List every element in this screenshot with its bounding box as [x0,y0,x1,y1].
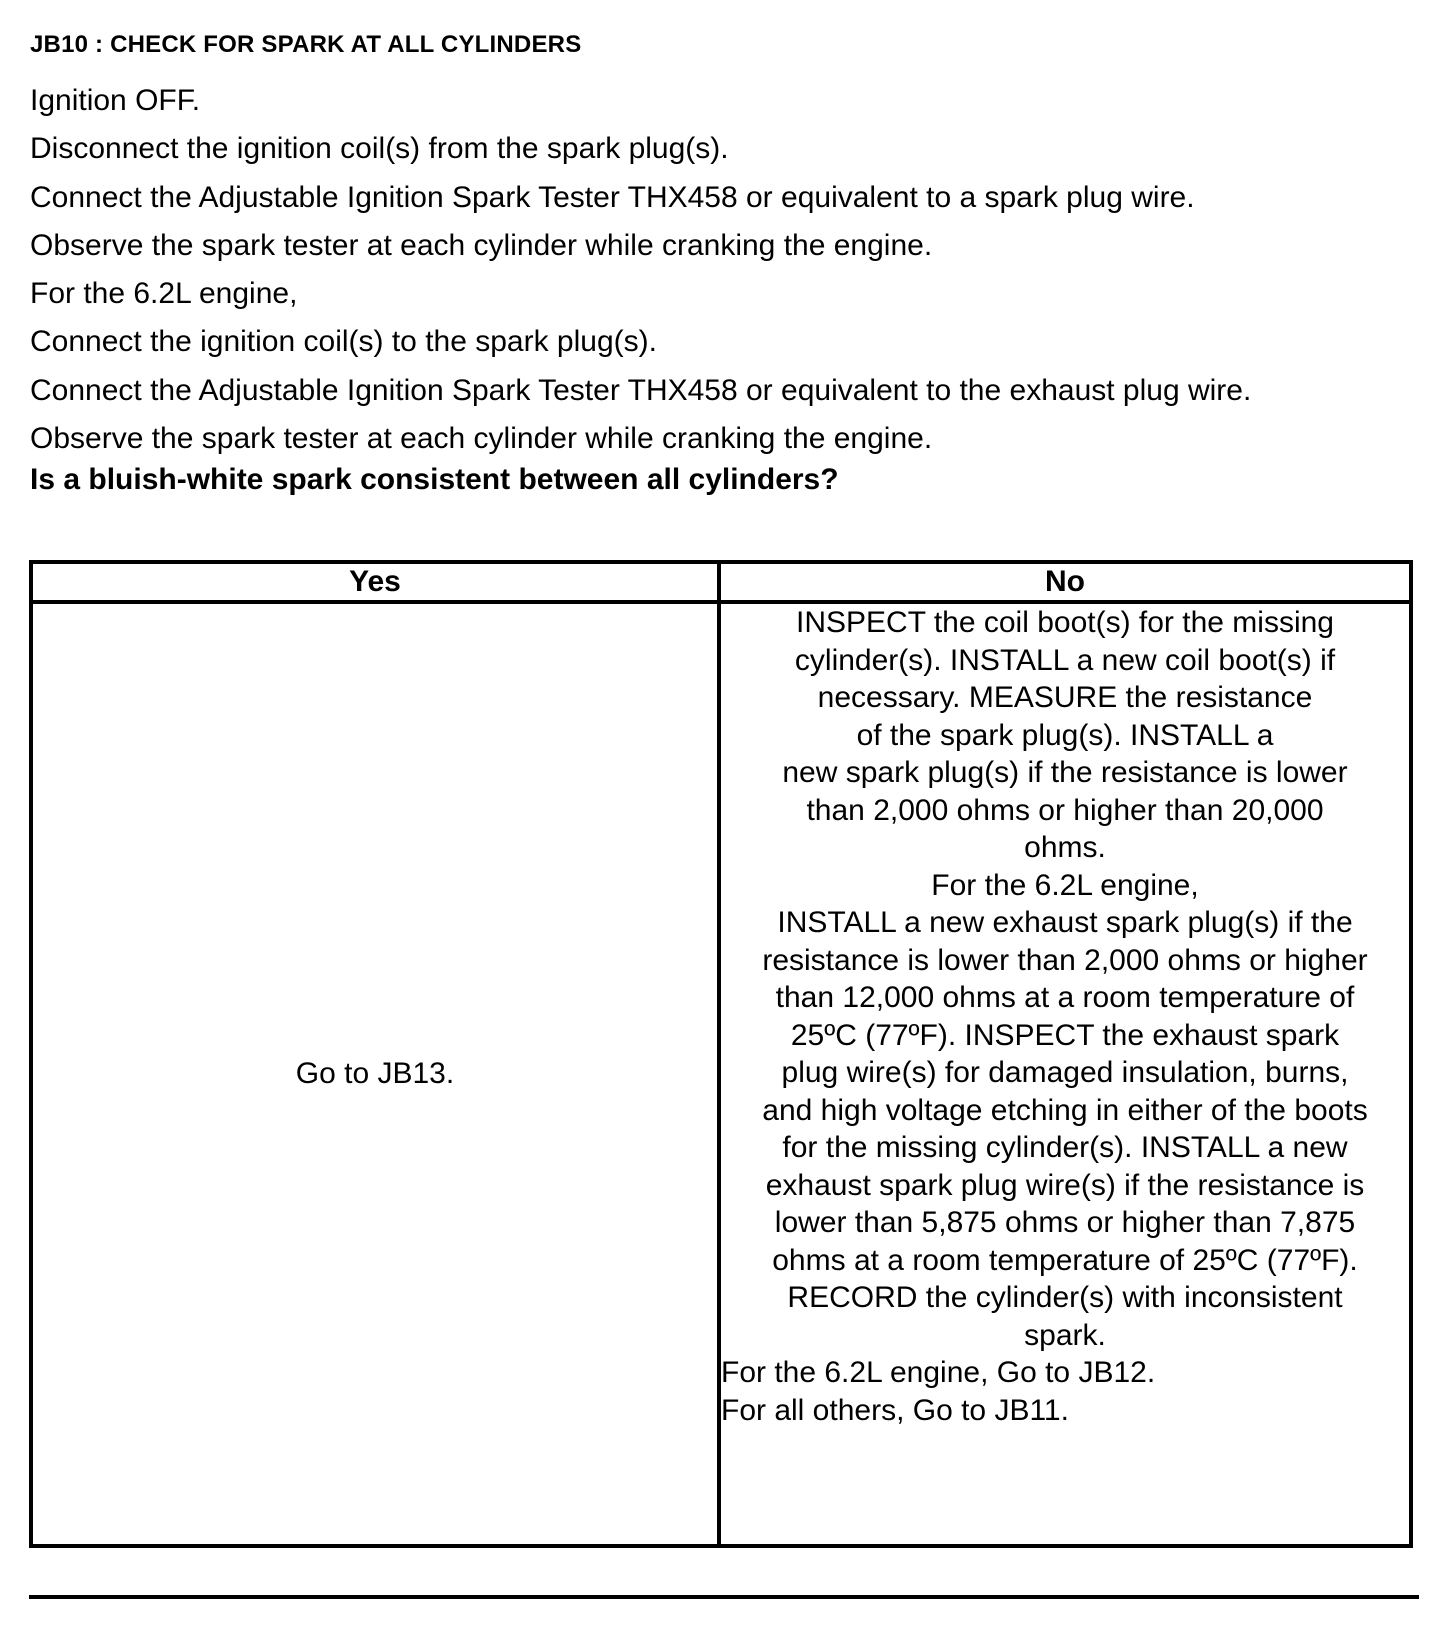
no-header: No [719,562,1411,602]
no-line: spark. [1024,1318,1106,1352]
no-line: plug wire(s) for damaged insulation, burns, [781,1056,1349,1089]
goto-jb11: For all others, Go to JB11. [721,1393,1069,1427]
bottom-divider [29,1595,1419,1599]
no-line: of the spark plug(s). INSTALL a [856,718,1274,752]
step-line: For the 6.2L engine, [30,277,298,311]
yes-no-table [29,560,1413,1548]
goto-jb12: For the 6.2L engine, Go to JB12. [721,1356,1156,1389]
no-line: necessary. MEASURE the resistance [817,681,1313,714]
no-line: and high voltage etching in either of the boots [762,1093,1368,1127]
step-line: Ignition OFF. [30,84,201,117]
no-line: For the 6.2L engine, [931,868,1199,902]
no-line: than 12,000 ohms at a room temperature of [775,981,1355,1014]
no-line: 25ºC (77ºF). INSPECT the exhaust spark [790,1018,1340,1052]
no-line: resistance is lower than 2,000 ohms or higher [762,943,1368,977]
step-line: Connect the Adjustable Ignition Spark Tester THX458 or equivalent to a spark plug wire. [30,180,1195,214]
step-line: Connect the Adjustable Ignition Spark Tester THX458 or equivalent to the exhaust plug wire. [30,373,1252,407]
yes-header: Yes [31,562,719,602]
step-line: Connect the ignition coil(s) to the spark plug(s). [30,325,657,359]
no-line: cylinder(s). INSTALL a new coil boot(s) if [794,643,1336,677]
yes-cell: Go to JB13. [31,602,719,1546]
no-line: ohms at a room temperature of 25ºC (77ºF). [772,1243,1358,1277]
no-line: RECORD the cylinder(s) with inconsistent [787,1281,1343,1314]
no-line: INSPECT the coil boot(s) for the missing [796,606,1334,639]
no-line: INSTALL a new exhaust spark plug(s) if the [777,906,1353,939]
no-cell [719,602,1411,1546]
table-header-row [31,562,1411,602]
procedure-steps [30,77,1251,463]
step-line: Observe the spark tester at each cylinder while cranking the engine. [30,228,933,262]
no-line: new spark plug(s) if the resistance is lower [782,756,1348,789]
step-line: Disconnect the ignition coil(s) from the spark plug(s). [30,132,729,166]
decision-question: Is a bluish-white spark consistent between all cylinders? [30,463,839,496]
table-row [31,602,1411,1546]
no-line: exhaust spark plug wire(s) if the resistance is [765,1168,1365,1202]
no-line: for the missing cylinder(s). INSTALL a new [782,1131,1348,1164]
no-line: lower than 5,875 ohms or higher than 7,875 [774,1206,1356,1239]
step-line: Observe the spark tester at each cylinder while cranking the engine. [30,422,933,456]
no-line: ohms. [1024,831,1106,864]
step-heading: JB10 : CHECK FOR SPARK AT ALL CYLINDERS [30,31,582,58]
no-line: than 2,000 ohms or higher than 20,000 [806,793,1324,827]
